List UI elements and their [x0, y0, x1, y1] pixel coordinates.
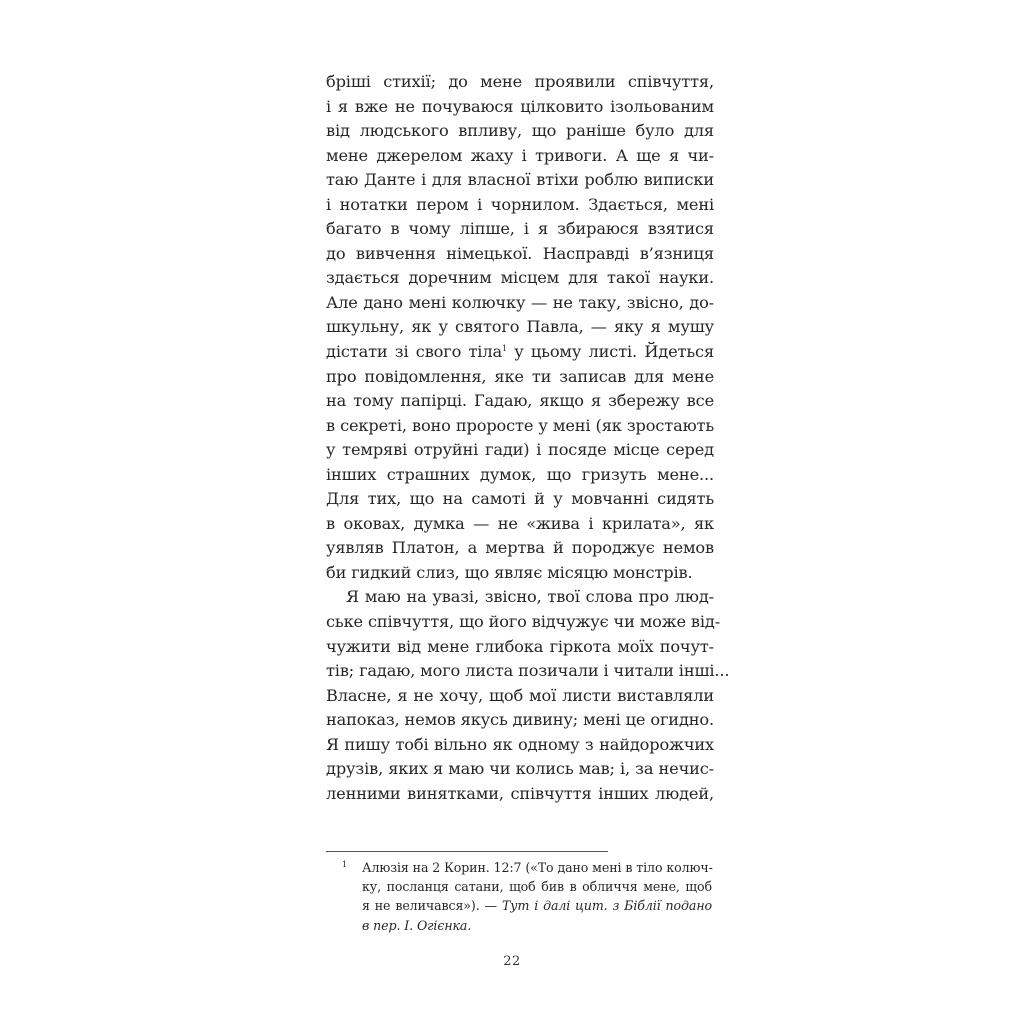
text-line: і я вже не почуваюся цілковито ізольованим [326, 96, 714, 116]
text-segment: дістати зі свого тіла [326, 342, 502, 362]
text-line: мене джерелом жаху і тривоги. А ще я чи- [326, 145, 714, 165]
footnote-reference[interactable]: 1 [501, 344, 507, 354]
text-line-paragraph-end: би гидкий слиз, що являє місяцю монстрів. [326, 562, 693, 582]
text-line: багато в чому ліпше, і я збираюся взятися [326, 219, 714, 239]
text-line: друзів, яких я маю чи колись мав; і, за нечис- [326, 759, 714, 779]
text-line: інших страшних думок, що гризуть мене... [326, 464, 714, 484]
text-line: тів; гадаю, мого листа позичали і читали інші... [326, 661, 730, 681]
page-number: 22 [503, 954, 521, 969]
text-line: в оковах, думка — не «жива і крилата», як [326, 513, 714, 533]
footnote-line: Алюзія на 2 Корин. 12:7 («То дано мені в тіло колюч- [362, 860, 713, 875]
text-line: чужити від мене глибока гіркота моїх почут- [326, 636, 714, 656]
text-line: у темряві отруйні гади) і посяде місце серед [326, 440, 714, 460]
body-text [326, 70, 730, 806]
text-line: і нотатки пером і чорнилом. Здається, мені [326, 194, 714, 214]
text-line: Для тих, що на самоті й у мовчанні сидять [326, 489, 714, 509]
text-line: здається доречним місцем для такої науки. [326, 268, 714, 288]
text-line-with-footnote-ref [326, 340, 714, 365]
footnote-divider [326, 851, 608, 852]
text-line: до вивчення німецької. Насправді в’язниця [326, 243, 714, 263]
footnote-roman-segment: я не величався»). — [362, 898, 502, 914]
footnote-line: ку, посланця сатани, щоб бив в обличчя мене, щоб [362, 879, 712, 895]
text-line: Я пишу тобі вільно як одному з найдорожчих [326, 734, 714, 754]
text-line: уявляв Платон, а мертва й породжує немов [326, 538, 714, 558]
text-line: ське співчуття, що його відчужує чи може від- [326, 612, 721, 632]
text-line: про повідомлення, яке ти записав для мене [326, 366, 714, 386]
text-line-paragraph-start: Я маю на увазі, звісно, твої слова про люд- [346, 587, 714, 607]
text-line: Але дано мені колючку — не таку, звісно, до- [326, 292, 714, 312]
text-line: шкульну, як у святого Павла, — яку я мушу [326, 317, 714, 337]
footnote-marker: 1 [342, 860, 348, 869]
text-line: бріші стихії; до мене проявили співчуття, [326, 72, 714, 91]
text-line: в секреті, воно проросте у мені (як зростають [326, 415, 714, 435]
text-line: таю Данте і для власної втіхи роблю виписки [326, 170, 714, 190]
text-line: ленними винятками, співчуття інших людей, [326, 783, 714, 803]
footnote-text [362, 858, 712, 935]
text-line: Власне, я не хочу, щоб мої листи виставляли [326, 685, 714, 705]
text-line: від людського впливу, що раніше було для [326, 121, 714, 141]
footnote-line: в пер. І. Огієнка. [362, 917, 472, 933]
text-line: напоказ, немов якусь дивину; мені це огидно. [326, 710, 714, 730]
text-line: на тому папірці. Гадаю, якщо я збережу все [326, 391, 714, 411]
footnote-italic-segment: Тут і далі цит. з Біблії подано [501, 898, 712, 914]
footnote-line [362, 896, 712, 915]
text-segment: у цьому листі. Йдеться [506, 342, 715, 362]
